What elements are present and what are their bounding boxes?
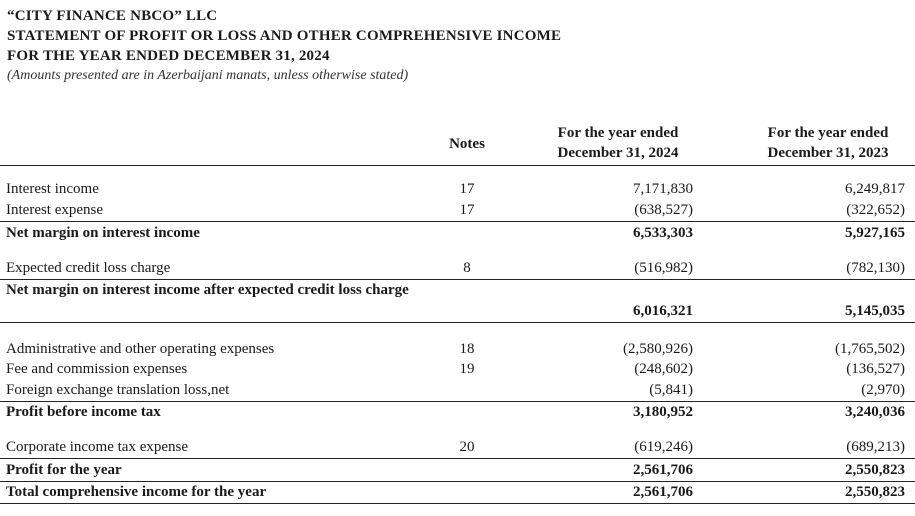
value-2023: (322,652) <box>846 202 905 218</box>
year-2023-column-header <box>738 123 915 163</box>
value-2023: 2,550,823 <box>845 484 905 500</box>
row-note: 17 <box>459 181 475 197</box>
value-2024: (638,527) <box>634 202 693 218</box>
row-note: 8 <box>463 260 471 276</box>
table-row <box>0 200 915 220</box>
table-bottom-rule <box>0 503 915 504</box>
statement-title: STATEMENT OF PROFIT OR LOSS AND OTHER COMPREHENSIVE INCOME <box>7 28 562 44</box>
value-2024: (5,841) <box>649 382 693 398</box>
row-divider <box>0 221 915 222</box>
year-2024-column-header <box>528 123 708 163</box>
value-2023: 2,550,823 <box>845 462 905 478</box>
row-label: Total comprehensive income for the year <box>6 484 267 500</box>
value-2024: (516,982) <box>634 260 693 276</box>
table-row <box>0 359 915 379</box>
row-label: Profit for the year <box>6 462 122 478</box>
statement-header <box>7 6 561 86</box>
year-2023-header-line2: December 31, 2023 <box>767 145 889 161</box>
value-2023: 6,249,817 <box>845 181 905 197</box>
amounts-note: (Amounts presented are in Azerbaijani manats, unless otherwise stated) <box>7 68 409 83</box>
value-2023: (689,213) <box>846 439 905 455</box>
value-2024: 2,561,706 <box>633 462 693 478</box>
row-note: 20 <box>459 439 475 455</box>
value-2024: (2,580,926) <box>623 341 693 357</box>
row-divider <box>0 458 915 459</box>
value-2023: (1,765,502) <box>835 341 905 357</box>
row-note: 17 <box>459 202 475 218</box>
row-label: Fee and commission expenses <box>6 361 188 377</box>
value-2024: 2,561,706 <box>633 484 693 500</box>
value-2023: (136,527) <box>846 361 905 377</box>
row-label: Administrative and other operating expenses <box>6 341 275 357</box>
table-row <box>0 482 915 502</box>
row-label: Expected credit loss charge <box>6 260 171 276</box>
value-2023: 3,240,036 <box>845 404 905 420</box>
table-row <box>0 223 915 243</box>
value-2024: 6,016,321 <box>633 303 693 319</box>
table-row <box>0 402 915 422</box>
table-row <box>0 258 915 278</box>
row-label: Interest expense <box>6 202 104 218</box>
row-label: Corporate income tax expense <box>6 439 189 455</box>
header-divider <box>0 165 915 166</box>
value-2024: (248,602) <box>634 361 693 377</box>
year-2023-header-line1: For the year ended <box>767 125 889 141</box>
table-row <box>0 339 915 359</box>
row-divider <box>0 322 915 323</box>
table-row <box>0 460 915 480</box>
value-2024: 6,533,303 <box>633 225 693 241</box>
statement-period: FOR THE YEAR ENDED DECEMBER 31, 2024 <box>7 48 330 64</box>
table-row <box>0 280 915 322</box>
year-2024-header-line1: For the year ended <box>557 125 679 141</box>
row-label: Foreign exchange translation loss,net <box>6 382 230 398</box>
notes-column-header: Notes <box>449 136 485 152</box>
row-note: 19 <box>459 361 475 377</box>
value-2023: 5,927,165 <box>845 225 905 241</box>
table-row <box>0 179 915 199</box>
row-label: Net margin on interest income <box>6 225 200 241</box>
value-2024: (619,246) <box>634 439 693 455</box>
row-label: Net margin on interest income after expected credit loss charge <box>6 282 409 298</box>
value-2023: (2,970) <box>861 382 905 398</box>
value-2024: 3,180,952 <box>633 404 693 420</box>
value-2023: (782,130) <box>846 260 905 276</box>
table-row <box>0 437 915 457</box>
value-2024: 7,171,830 <box>633 181 693 197</box>
value-2023: 5,145,035 <box>845 303 905 319</box>
company-name: “CITY FINANCE NBCO” LLC <box>7 8 218 24</box>
row-label: Interest income <box>6 181 99 197</box>
row-note: 18 <box>459 341 475 357</box>
year-2024-header-line2: December 31, 2024 <box>557 145 679 161</box>
table-row <box>0 380 915 400</box>
row-label: Profit before income tax <box>6 404 161 420</box>
